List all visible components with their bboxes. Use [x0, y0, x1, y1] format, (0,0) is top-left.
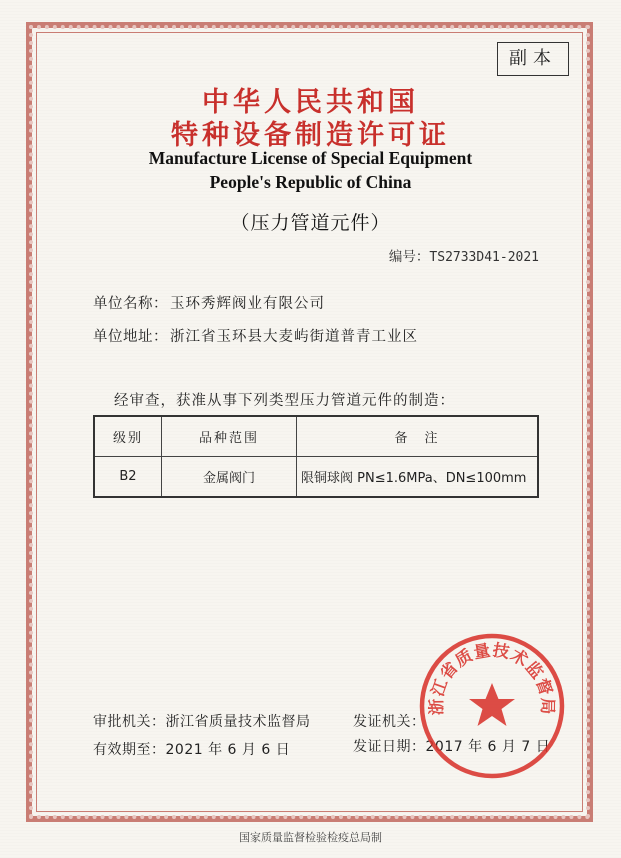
unit-address-field: [93, 325, 418, 346]
approval-statement: 经审查，获准从事下列类型压力管道元件的制造：: [114, 393, 455, 409]
valid-until: [93, 739, 290, 759]
approving-authority: [93, 711, 311, 731]
title-cn-license: 特种设备制造许可证: [171, 120, 450, 151]
cell-remarks: 限铜球阀 PN≤1.6MPa、DN≤100mm: [297, 457, 539, 498]
issue-date-label: 发证日期：: [353, 739, 426, 755]
subtitle-category: （压力管道元件）: [230, 212, 391, 234]
title-cn-country: 中华人民共和国: [202, 87, 419, 118]
issuing-authority: [353, 711, 426, 731]
header-variety: 品种范围: [162, 416, 297, 457]
table-header-row: [94, 416, 538, 457]
seal-text: 浙江省质量技术监督局: [426, 640, 558, 716]
license-number: [389, 245, 539, 265]
issuing-authority-label: 发证机关：: [353, 714, 426, 730]
license-number-value: TS2733D41-2021: [429, 250, 539, 265]
unit-name-label: 单位名称：: [93, 296, 168, 312]
copy-label: 副本: [497, 42, 569, 76]
unit-name-field: [93, 292, 325, 313]
valid-until-value: 2021 年 6 月 6 日: [165, 742, 291, 758]
cell-variety: 金属阀门: [162, 457, 297, 498]
scope-table: [93, 415, 539, 498]
approving-authority-label: 审批机关：: [93, 714, 166, 730]
approving-authority-value: 浙江省质量技术监督局: [165, 714, 311, 730]
footer-issuer: 国家质量监督检验检疫总局制: [239, 831, 382, 844]
title-en-country: People's Republic of China: [209, 172, 412, 192]
table-row: [94, 457, 538, 498]
official-seal: [417, 631, 567, 781]
unit-address-label: 单位地址：: [93, 329, 168, 345]
seal-star-icon: [469, 683, 515, 726]
valid-until-label: 有效期至：: [93, 742, 166, 758]
title-en-license: Manufacture License of Special Equipment: [148, 148, 473, 168]
issue-date-value: 2017 年 6 月 7 日: [425, 739, 551, 755]
license-number-label: 编号：: [388, 249, 430, 265]
cell-level: B2: [94, 457, 162, 498]
unit-address-value: 浙江省玉环县大麦屿街道普青工业区: [170, 329, 418, 345]
unit-name-value: 玉环秀辉阀业有限公司: [170, 296, 325, 312]
header-level: 级别: [94, 416, 162, 457]
header-remarks: 备 注: [297, 416, 539, 457]
